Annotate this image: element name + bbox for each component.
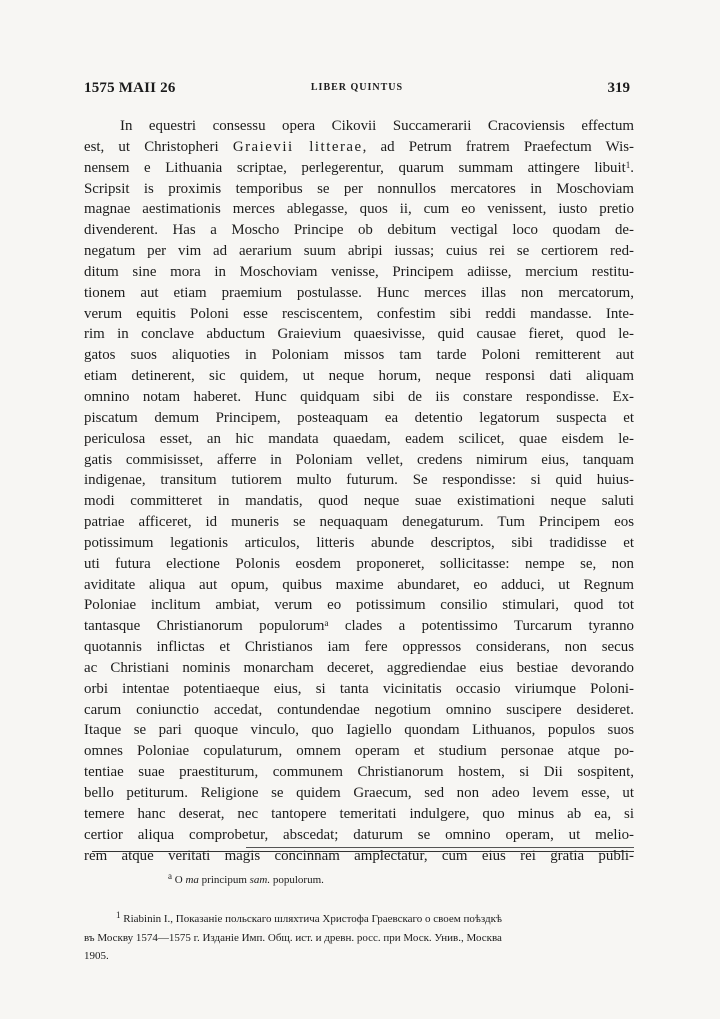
text-line: omnino notam haberet. Hunc quidquam sibi de iis constare respondisse. Ex-: [84, 388, 634, 405]
text-line: gatis commisisset, afferre in Poloniam vellet, credens nimirum eius, tanquam: [84, 451, 634, 468]
footnote: [84, 910, 634, 966]
text-line: est, ut Christopheri Graievii litterae, ad Petrum fratrem Praefectum Wis-: [84, 138, 634, 155]
text-line: certior aliqua comprobetur, abscedat; daturum se omnino operam, ut melio-: [84, 826, 634, 843]
text-line: Scripsit is proximis temporibus se per nonnullos mercatores in Moschoviam: [84, 180, 634, 197]
text-line: Itaque se pari quoque vinculo, quo Iagiello quondam Lithuanos, populos suos: [84, 722, 634, 739]
text-line: etiam detinerent, sic quidem, ut neque horum, neque responsi dati aliquam: [84, 368, 634, 385]
text-lines: [84, 179, 634, 617]
text-line: potissimum legationis articulos, litteris abunde descriptos, sibi tradidisse et: [84, 534, 634, 551]
footnote-line: $^1$ Riabinin I., Показаніе польскаго шляхтича Христофа Граевскаго о своем поѣздкѣ: [116, 910, 502, 925]
text-line: indigenae, transitum tutiorem multo futurum. Se respondisse: si quid huius-: [84, 472, 634, 489]
text-line: bello petiturum. Religione se quidem Graecum, sed non adeo levem esse, ut: [84, 785, 634, 801]
text-line: periculosa esset, an hic mandata quaedam, eadem scilicet, quae eisdem le-: [84, 430, 634, 447]
text-line: negatum per vim ad aerarium suum abripi iussas; cuius rei se certiorem red-: [84, 243, 634, 260]
variant-note: $^a$ O ma principum sam. populorum.: [168, 871, 324, 886]
text-line: omnes Poloniae copulaturum, omnem operam et studium personae atque po-: [84, 743, 634, 760]
header-date: 1575 MAII 26: [84, 80, 176, 96]
apparatus-rule: [246, 847, 634, 848]
spaced-name: Graievii litterae: [232, 138, 363, 155]
text-line: piscatum demum Principem, posteaquam ea detentio legatorum suspecta et: [84, 409, 634, 426]
text-lines: [84, 637, 634, 866]
text-line: verum equitis Poloni esse resciscentem, confestim sibi reddi mandasse. Inte-: [84, 305, 634, 322]
main-text: [84, 116, 634, 866]
text-line: Poloniae inclitum ambiat, verum eo potissimum consilio stimulari, quod tot: [84, 597, 634, 614]
text-line: ac Christiani nominis monarcham deceret, aggrediendae eius bestiae devorando: [84, 659, 634, 676]
text-line: divenderent. Has a Moscho Principe ob debitum vectigal loco quodam de-: [84, 222, 634, 239]
footnote-line: 1905.: [84, 950, 109, 962]
text-line: rem atque veritati magis concinnam amplectatur, cum eius rei gratia publi-: [84, 847, 634, 864]
text-line: In equestri consessu opera Cikovii Succamerarii Cracoviensis effectum: [120, 118, 634, 134]
header-title: LIBER QUINTUS: [310, 82, 404, 93]
text-line: orbi intentae potentiaeque eius, si tanta vicinitatis occasio viriumque Poloni-: [84, 680, 634, 697]
text-line: rim in conclave abductum Graievium quaesivisse, quid causae fieret, quod le-: [84, 326, 634, 343]
text-line: aviditate aliqua aut opum, quibus maxime abundaret, eo adduci, ut Regnum: [84, 576, 634, 593]
footnote-rule: [92, 851, 634, 852]
text-line: ditum sine mora in Moschoviam venisse, Principem adiisse, mercium restitu-: [84, 263, 634, 280]
text-line: uti futura electione Polonis eosdem proponeret, sollicitasse: nempe se, non: [84, 555, 634, 572]
text-line: nensem e Lithuania scriptae, perlegerentur, quarum summam attingere libuit$^1$.: [84, 159, 634, 176]
running-header: [84, 80, 630, 100]
text-line: carum coniunctio accedat, contundendae negotium omnino suscipere desideret.: [84, 701, 634, 718]
text-line: tionem aut etiam praemium postulasse. Hunc merces illas non mercatorum,: [84, 284, 634, 301]
text-line: magnae aestimationis merces ablegasse, quos ii, cum eo venissent, iusto pretio: [84, 201, 634, 218]
text-line: patriae afficeret, id muneris se nequaquam denegaturum. Tum Principem eos: [84, 514, 634, 531]
page-number: 319: [607, 80, 630, 96]
footnote-line: въ Москву 1574—1575 г. Изданіе Имп. Общ. ист. и древн. росс. при Моск. Унив., Москва: [84, 931, 502, 944]
text-line: quotannis inflictas et Christianos iam fere oppressos considerans, non secus: [84, 639, 634, 656]
text-line: temere hanc deserat, nec tantopere temeritati indulgere, quo minus ab ea, si: [84, 805, 634, 822]
footnote-ref: 1: [625, 159, 631, 170]
variant-ref: a: [324, 618, 329, 629]
text-line: gatos suos aliquoties in Poloniam missos tam tarde Poloni remitterent aut: [84, 347, 634, 364]
text-line: modi committeret in mandatis, quod neque suae existimationi neque saluti: [84, 493, 634, 510]
text-line: tantasque Christianorum populorum$^a$ clades a potentissimo Turcarum tyranno: [84, 618, 635, 635]
text-line: tentiae suae praestiturum, communem Christianorum hostem, si Dii sospitent,: [84, 764, 634, 781]
